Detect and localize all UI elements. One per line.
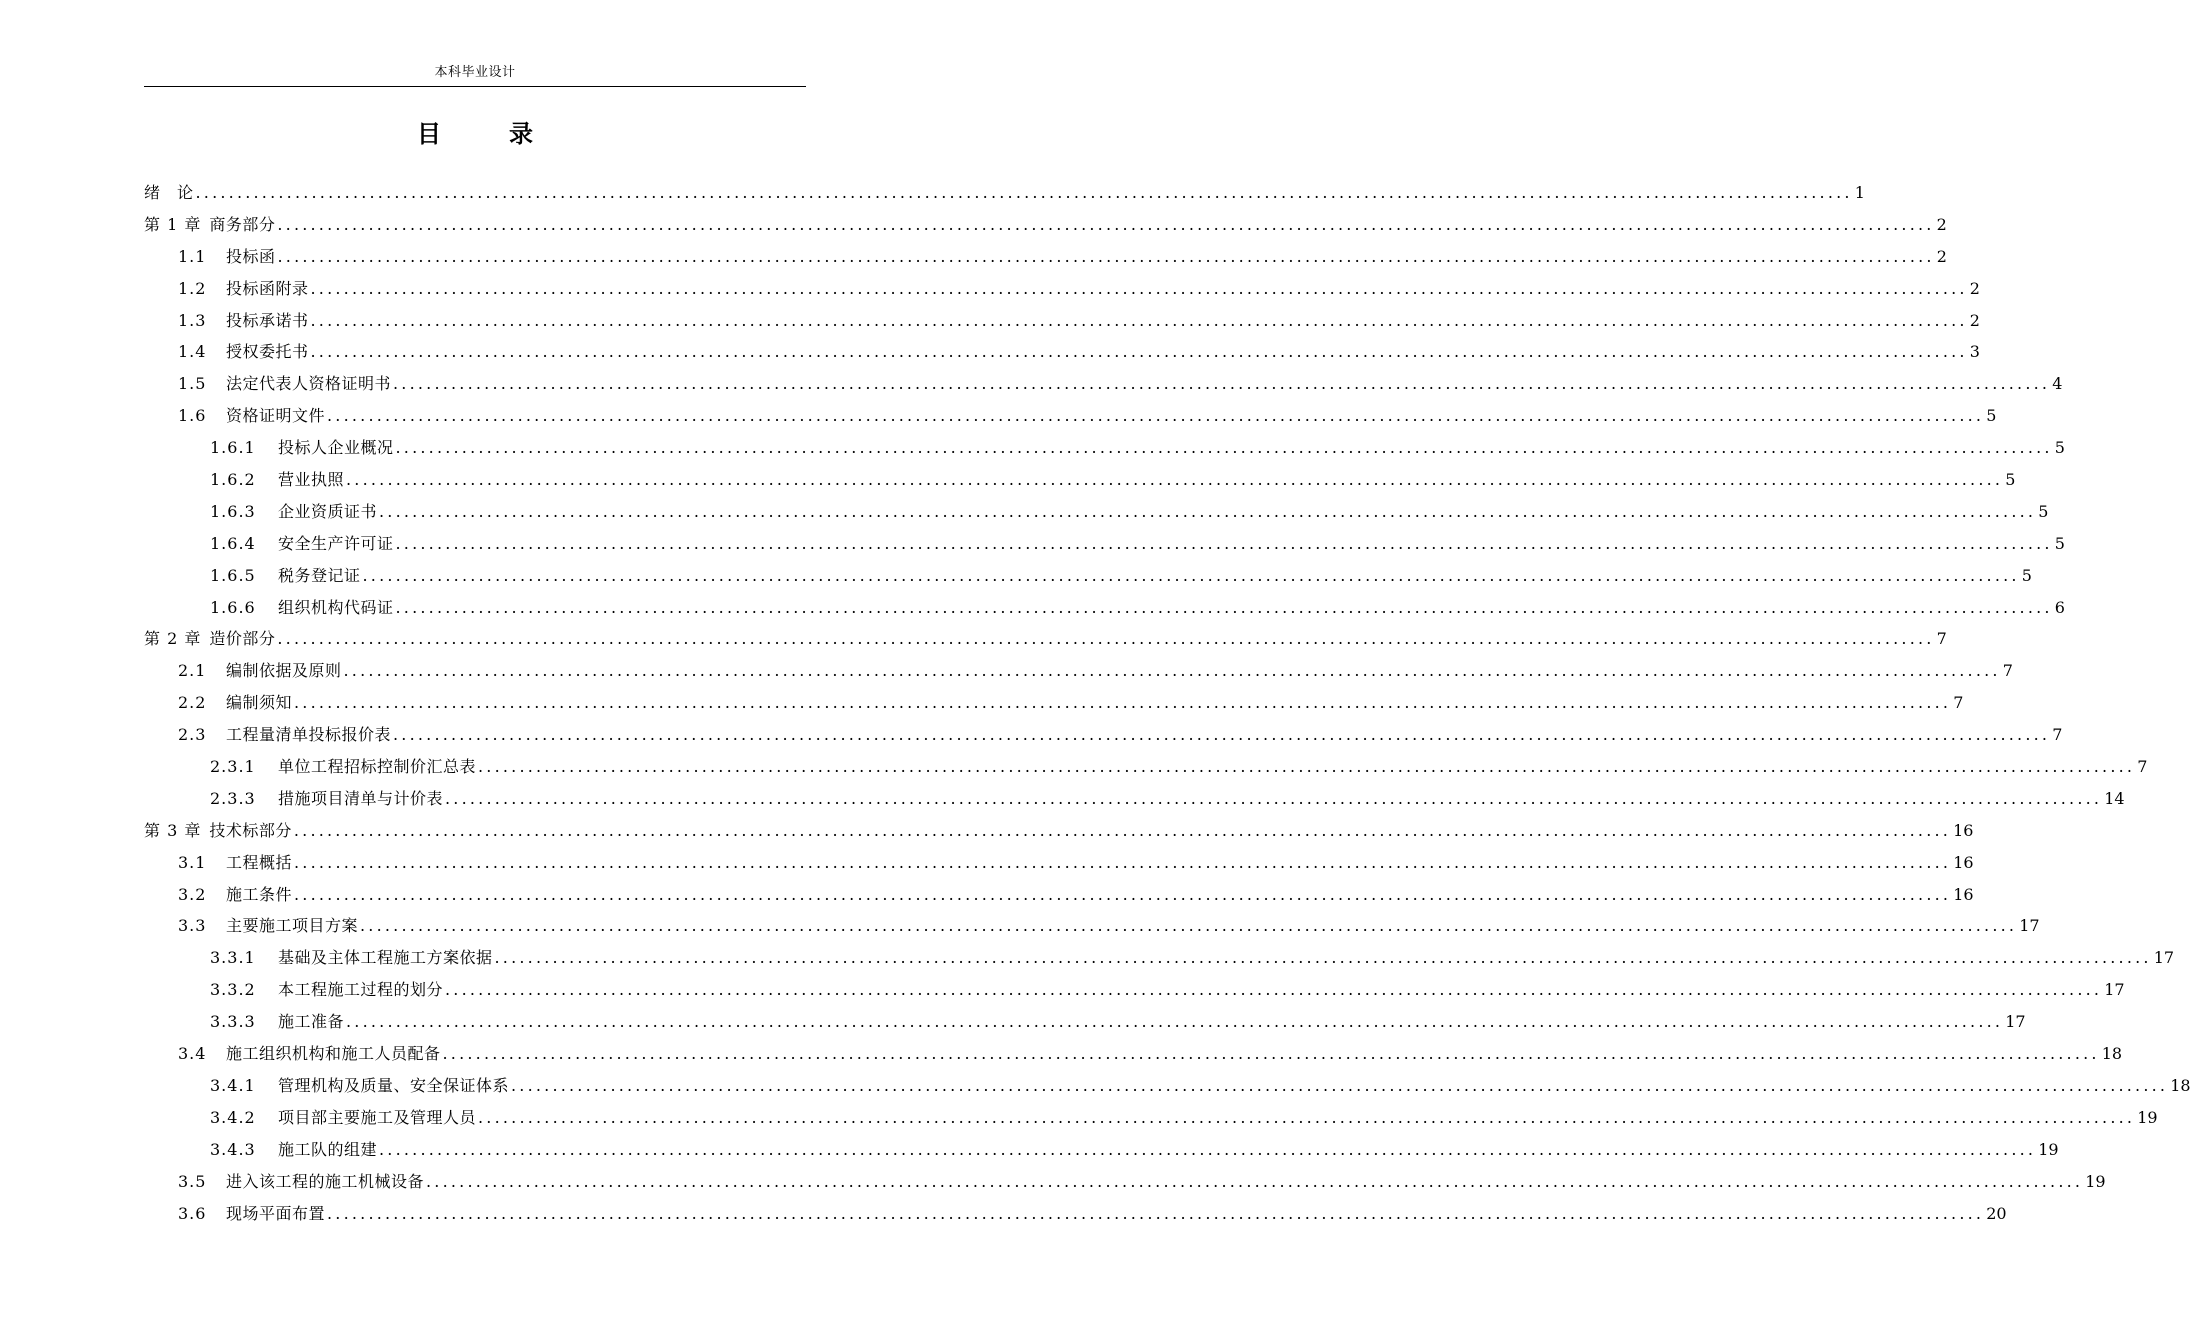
toc-entry-page: 5 [2038, 501, 2049, 521]
toc-entry-page: 16 [1953, 884, 1974, 904]
toc-entry[interactable] [144, 496, 2049, 528]
toc-leader-dots: ........................................................................................................................................................................................................ [277, 629, 1935, 649]
toc-entry-page: 5 [2021, 565, 2032, 585]
toc-entry-page: 14 [2104, 788, 2125, 808]
toc-entry-page: 7 [1936, 629, 1947, 649]
toc-entry-page: 16 [1953, 820, 1974, 840]
toc-entry[interactable] [144, 528, 2065, 560]
toc-entry[interactable] [144, 305, 1980, 337]
toc-entry-label: 法定代表人资格证明书 [226, 374, 392, 394]
toc-entry[interactable] [144, 1166, 2106, 1198]
toc-entry-label: 本工程施工过程的划分 [278, 980, 444, 1000]
toc-leader-dots: ........................................................................................................................................................................................................ [195, 183, 1853, 202]
toc-entry-page: 2 [1969, 278, 1980, 298]
toc-entry-number: 2.2 [178, 693, 207, 713]
toc-leader-dots: ........................................................................................................................................................................................................ [310, 278, 1968, 298]
toc-entry-label: 技术标部分 [209, 820, 292, 840]
toc-entry-label: 编制须知 [226, 693, 293, 713]
toc-entry-page: 17 [2153, 948, 2175, 968]
toc-entry-page: 5 [2054, 533, 2065, 553]
toc-leader-dots: ........................................................................................................................................................................................................ [346, 1012, 2004, 1032]
toc-entry-label: 现场平面布置 [226, 1203, 326, 1223]
toc-entry-label: 工程概括 [226, 852, 293, 872]
toc-entry-label: 投标承诺书 [226, 310, 309, 330]
toc-entry[interactable] [144, 1006, 2026, 1038]
toc-entry-page: 3 [1969, 342, 1980, 362]
toc-entry-label: 施工条件 [226, 884, 293, 904]
toc-entry[interactable] [144, 592, 2065, 624]
toc-leader-dots: ........................................................................................................................................................................................................ [393, 374, 2051, 394]
toc-entry-number: 3.1 [178, 852, 207, 872]
toc-leader-dots: ........................................................................................................................................................................................................ [395, 438, 2053, 458]
toc-entry[interactable] [144, 432, 2065, 464]
toc-entry-page: 4 [2052, 374, 2063, 394]
toc-entry[interactable] [144, 1070, 2191, 1102]
toc-entry-label: 编制依据及原则 [226, 661, 342, 681]
toc-leader-dots: ........................................................................................................................................................................................................ [294, 693, 1952, 713]
toc-entry[interactable] [144, 1038, 2123, 1070]
toc-leader-dots: ........................................................................................................................................................................................................ [277, 246, 1935, 266]
toc-entry[interactable] [144, 879, 1974, 911]
toc-entry[interactable] [144, 336, 1980, 368]
toc-entry-page: 5 [1986, 406, 1997, 426]
toc-entry-label: 企业资质证书 [278, 501, 378, 521]
toc-entry-page: 16 [1953, 852, 1974, 872]
toc-entry[interactable] [144, 1102, 2158, 1134]
toc-entry-number: 1.6.6 [210, 597, 256, 617]
table-of-contents [144, 177, 2191, 1229]
toc-leader-dots: ........................................................................................................................................................................................................ [494, 948, 2152, 968]
toc-entry-number: 2.1 [178, 661, 207, 681]
toc-entry[interactable] [144, 400, 1997, 432]
toc-entry-label: 投标人企业概况 [278, 438, 394, 458]
toc-entry-page: 17 [2104, 980, 2125, 1000]
toc-entry-number: 3.3.3 [210, 1012, 256, 1032]
toc-leader-dots: ........................................................................................................................................................................................................ [294, 884, 1952, 904]
toc-entry-label: 工程量清单投标报价表 [226, 725, 392, 745]
toc-leader-dots: ........................................................................................................................................................................................................ [294, 852, 1952, 872]
toc-leader-dots: ........................................................................................................................................................................................................ [310, 310, 1968, 330]
toc-entry-label: 单位工程招标控制价汇总表 [278, 757, 477, 777]
toc-entry-number: 3.2 [178, 884, 207, 904]
toc-entry-number: 第 2 章 [144, 629, 202, 649]
toc-entry-label: 投标函 [226, 246, 276, 266]
toc-entry[interactable] [144, 942, 2175, 974]
page-header [144, 60, 806, 87]
toc-entry-page: 2 [1936, 246, 1947, 266]
toc-entry-number: 第 1 章 [144, 214, 202, 234]
toc-entry[interactable] [144, 751, 2148, 783]
toc-entry-number: 1.6.3 [210, 501, 256, 521]
toc-entry[interactable] [144, 241, 1947, 273]
toc-entry-page: 7 [2002, 661, 2013, 681]
toc-leader-dots: ........................................................................................................................................................................................................ [327, 406, 1985, 426]
toc-entry-label: 安全生产许可证 [278, 533, 394, 553]
toc-entry-label: 施工组织机构和施工人员配备 [226, 1044, 441, 1064]
toc-leader-dots: ........................................................................................................................................................................................................ [310, 342, 1968, 362]
toc-entry[interactable] [144, 177, 1865, 209]
toc-entry-label: 组织机构代码证 [278, 597, 394, 617]
toc-leader-dots: ........................................................................................................................................................................................................ [293, 820, 1952, 840]
toc-entry-page: 7 [2137, 757, 2148, 777]
toc-leader-dots: ........................................................................................................................................................................................................ [393, 725, 2051, 745]
toc-entry[interactable] [144, 623, 1947, 655]
toc-leader-dots: ........................................................................................................................................................................................................ [445, 980, 2103, 1000]
toc-leader-dots: ........................................................................................................................................................................................................ [511, 1075, 2169, 1095]
toc-entry-label: 主要施工项目方案 [226, 916, 359, 936]
toc-entry-page: 6 [2054, 597, 2065, 617]
toc-entry-number: 3.4.2 [210, 1107, 256, 1127]
toc-entry-label: 施工队的组建 [278, 1139, 378, 1159]
toc-entry-number: 3.3 [178, 916, 207, 936]
toc-entry-page: 18 [2101, 1044, 2123, 1064]
toc-leader-dots: ........................................................................................................................................................................................................ [346, 470, 2004, 490]
toc-entry-page: 1 [1854, 183, 1865, 202]
toc-leader-dots: ........................................................................................................................................................................................................ [379, 501, 2037, 521]
toc-entry[interactable] [144, 783, 2125, 815]
toc-entry-label: 商务部分 [209, 214, 276, 234]
toc-entry-number: 3.4.3 [210, 1139, 256, 1159]
toc-entry[interactable] [144, 719, 2063, 751]
toc-entry[interactable] [144, 560, 2032, 592]
toc-leader-dots: ........................................................................................................................................................................................................ [362, 565, 2020, 585]
toc-entry-page: 19 [2137, 1107, 2158, 1127]
toc-entry-page: 19 [2038, 1139, 2059, 1159]
toc-entry-page: 20 [1986, 1203, 2007, 1223]
toc-entry-label: 资格证明文件 [226, 406, 326, 426]
toc-entry-label: 进入该工程的施工机械设备 [226, 1171, 425, 1191]
toc-entry-label: 造价部分 [209, 629, 276, 649]
toc-entry-number: 1.6.2 [210, 470, 256, 490]
toc-entry[interactable] [144, 368, 2063, 400]
toc-entry-page: 18 [2170, 1075, 2191, 1095]
toc-entry-label: 措施项目清单与计价表 [278, 788, 444, 808]
toc-entry-page: 17 [2005, 1012, 2026, 1032]
toc-leader-dots: ........................................................................................................................................................................................................ [478, 1107, 2136, 1127]
toc-entry-number: 3.5 [178, 1171, 207, 1191]
toc-entry[interactable] [144, 209, 1947, 241]
toc-leader-dots: ........................................................................................................................................................................................................ [442, 1044, 2100, 1064]
toc-entry-number: 2.3.3 [210, 788, 256, 808]
toc-entry[interactable] [144, 974, 2125, 1006]
toc-entry[interactable] [144, 910, 2040, 942]
toc-leader-dots: ........................................................................................................................................................................................................ [343, 661, 2001, 681]
toc-entry-number: 1.5 [178, 374, 207, 394]
toc-entry-label: 税务登记证 [278, 565, 361, 585]
toc-leader-dots: ........................................................................................................................................................................................................ [395, 533, 2053, 553]
toc-entry-number: 3.4 [178, 1044, 207, 1064]
toc-entry[interactable] [144, 655, 2013, 687]
toc-entry[interactable] [144, 273, 1980, 305]
toc-entry-number: 1.6 [178, 406, 207, 426]
toc-leader-dots: ........................................................................................................................................................................................................ [478, 757, 2136, 777]
toc-entry-page: 17 [2019, 916, 2040, 936]
toc-entry[interactable] [144, 687, 1964, 719]
toc-entry-label: 施工准备 [278, 1012, 345, 1032]
toc-leader-dots: ........................................................................................................................................................................................................ [445, 788, 2103, 808]
toc-leader-dots: ........................................................................................................................................................................................................ [360, 916, 2018, 936]
toc-entry-number: 1.4 [178, 342, 207, 362]
toc-entry[interactable] [144, 1198, 2007, 1230]
toc-entry-page: 7 [1953, 693, 1964, 713]
toc-entry-number: 3.6 [178, 1203, 207, 1223]
toc-entry-label: 管理机构及质量、安全保证体系 [278, 1075, 510, 1095]
toc-entry-label: 绪 论 [144, 183, 194, 202]
toc-entry-page: 2 [1936, 214, 1947, 234]
toc-entry[interactable] [144, 464, 2016, 496]
toc-entry-page: 19 [2085, 1171, 2106, 1191]
toc-entry-page: 5 [2005, 470, 2016, 490]
toc-entry-number: 3.3.2 [210, 980, 256, 1000]
toc-entry-label: 项目部主要施工及管理人员 [278, 1107, 477, 1127]
toc-leader-dots: ........................................................................................................................................................................................................ [426, 1171, 2084, 1191]
toc-entry[interactable] [144, 815, 1974, 847]
toc-entry-label: 基础及主体工程施工方案依据 [278, 948, 493, 968]
toc-entry-number: 1.3 [178, 310, 207, 330]
toc-entry-page: 5 [2054, 438, 2065, 458]
toc-entry-number: 1.1 [178, 246, 207, 266]
toc-entry-number: 3.4.1 [210, 1075, 256, 1095]
toc-entry-number: 2.3 [178, 725, 207, 745]
toc-leader-dots: ........................................................................................................................................................................................................ [327, 1203, 1985, 1223]
toc-leader-dots: ........................................................................................................................................................................................................ [277, 214, 1935, 234]
toc-entry-label: 投标函附录 [226, 278, 309, 298]
toc-entry-label: 授权委托书 [226, 342, 309, 362]
page-title: 目 录 [417, 119, 555, 148]
toc-entry-number: 第 3 章 [144, 820, 202, 840]
toc-entry-number: 1.2 [178, 278, 207, 298]
toc-entry-page: 2 [1969, 310, 1980, 330]
toc-entry-number: 1.6.1 [210, 438, 256, 458]
toc-entry-number: 1.6.4 [210, 533, 256, 553]
toc-leader-dots: ........................................................................................................................................................................................................ [379, 1139, 2037, 1159]
toc-leader-dots: ........................................................................................................................................................................................................ [395, 597, 2053, 617]
toc-entry-label: 营业执照 [278, 470, 345, 490]
header-text: 本科毕业设计 [434, 65, 516, 80]
toc-entry[interactable] [144, 1134, 2059, 1166]
toc-entry-page: 7 [2052, 725, 2063, 745]
toc-entry-number: 2.3.1 [210, 757, 256, 777]
toc-entry-number: 3.3.1 [210, 948, 256, 968]
toc-entry[interactable] [144, 847, 1974, 879]
toc-entry-number: 1.6.5 [210, 565, 256, 585]
